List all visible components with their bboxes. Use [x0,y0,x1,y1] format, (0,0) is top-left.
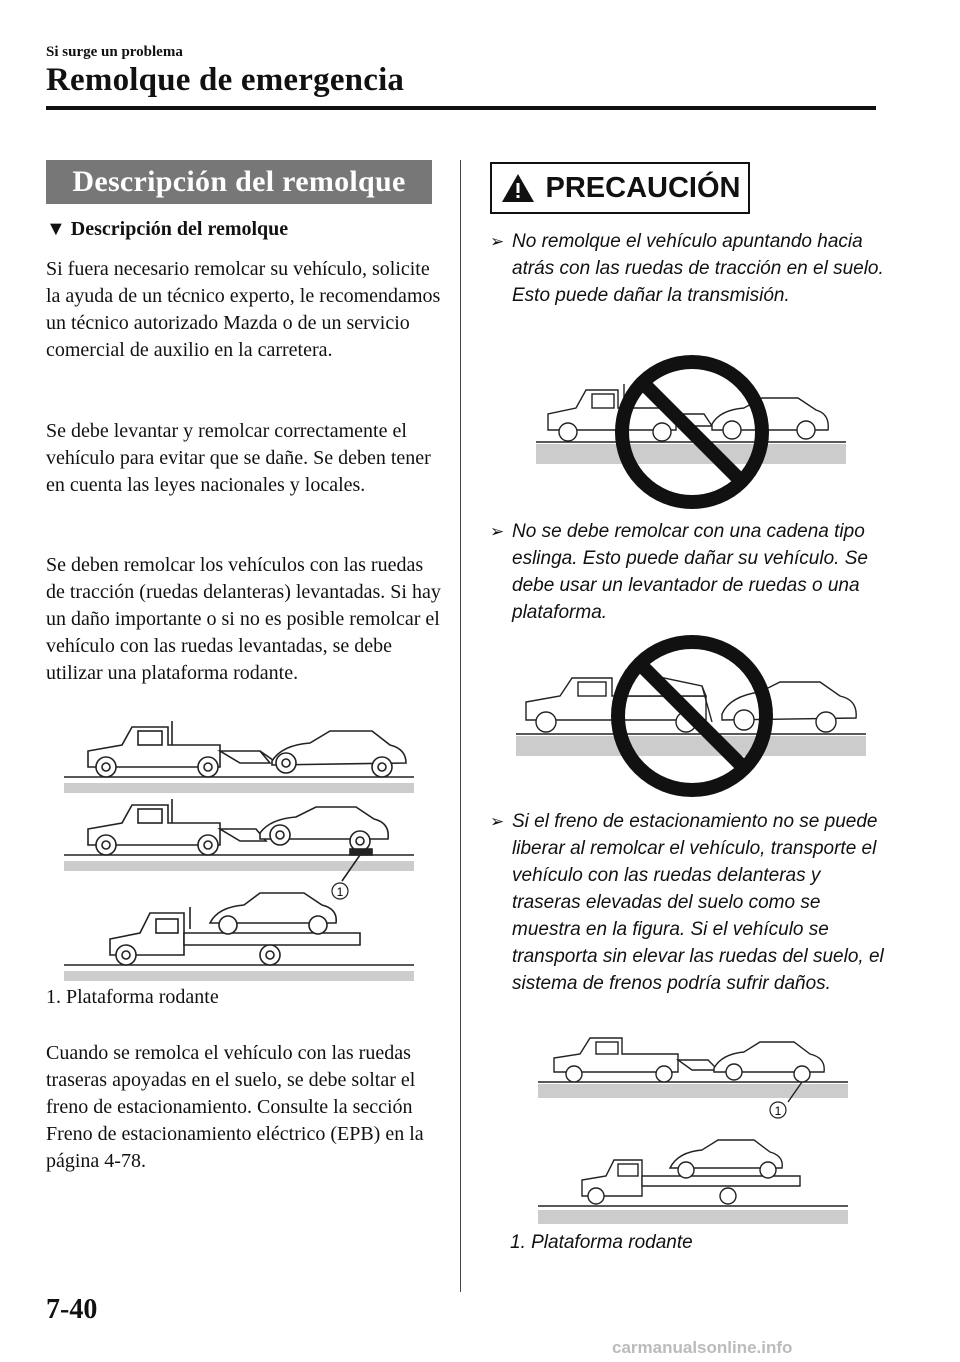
bullet-arrow-icon: ➢ [490,522,505,541]
caution-bullet-2 [490,518,890,626]
title-rule [46,106,876,110]
lifted-transport-illustration [538,1030,850,1230]
page-title: Remolque de emergencia [46,62,405,98]
callout-1-label: 1 [336,885,344,899]
dolly-tow-figure [64,799,414,881]
column-divider [460,160,461,1292]
paragraph-3: Se deben remolcar los vehículos con las ruedas de tracción (ruedas delanteras) levantadas. Si hay un daño importante o si no es posible remolcar el vehículo con las ruedas levantadas, se debe utilizar una plataforma rodante. [46,554,441,684]
bullet-arrow-icon: ➢ [490,812,505,831]
section-banner: Descripción del remolque [46,160,432,204]
bullet-text: No remolque el vehículo apuntando hacia atrás con las ruedas de tracción en el suelo. Esto puede dañar la transmisión. [512,231,884,306]
dolly-transport-figure [538,1038,848,1102]
caution-bullet-3 [490,808,890,997]
footer-watermark: carmanualsonline.info [612,1338,793,1357]
wheel-lift-tow-figure [64,721,414,793]
subheading [46,218,288,241]
towing-methods-illustration [60,715,420,995]
flatbed-transport-figure [538,1140,848,1224]
right-caption: 1. Plataforma rodante [510,1232,693,1253]
subheading-marker-icon: ▼ [46,218,66,240]
bullet-arrow-icon: ➢ [490,232,505,251]
warning-triangle-icon [500,172,536,204]
no-reverse-tow-illustration [536,352,848,512]
paragraph-2: Se debe levantar y remolcar correctamente el vehículo para evitar que se dañe. Se deben tener en cuenta las leyes nacionales y locales. [46,420,431,496]
bullet-text: No se debe remolcar con una cadena tipo eslinga. Esto puede dañar su vehículo. Se debe usar un levantador de ruedas o una plataforma. [512,521,868,623]
paragraph-1: Si fuera necesario remolcar su vehículo, solicite la ayuda de un técnico experto, le recomendamos un técnico autorizado Mazda o de un servicio comercial de auxilio en la carretera. [46,258,441,361]
page-number: 7-40 [46,1294,98,1325]
caution-bullet-1 [490,228,890,309]
callout-1-label: 1 [774,1104,782,1118]
subheading-text: Descripción del remolque [70,218,289,240]
no-sling-tow-illustration [516,630,868,800]
caution-title: PRECAUCIÓN [545,171,741,204]
section-label: Si surge un problema [46,44,183,60]
flatbed-figure [64,893,414,981]
caution-box [490,162,750,214]
paragraph-4: Cuando se remolca el vehículo con las ruedas traseras apoyadas en el suelo, se debe soltar el freno de estacionamiento. Consulte la sección Freno de estacionamiento eléctrico (EPB) en la página 4-78. [46,1042,424,1172]
bullet-text: Si el freno de estacionamiento no se puede liberar al remolcar el vehículo, transporte el vehículo con las ruedas delanteras y traseras elevadas del suelo como se muestra en la figura. Si el vehículo se transporta sin elevar las ruedas del suelo, el sistema de frenos podría sufrir daños. [512,811,884,994]
left-caption: 1. Plataforma rodante [46,986,219,1008]
